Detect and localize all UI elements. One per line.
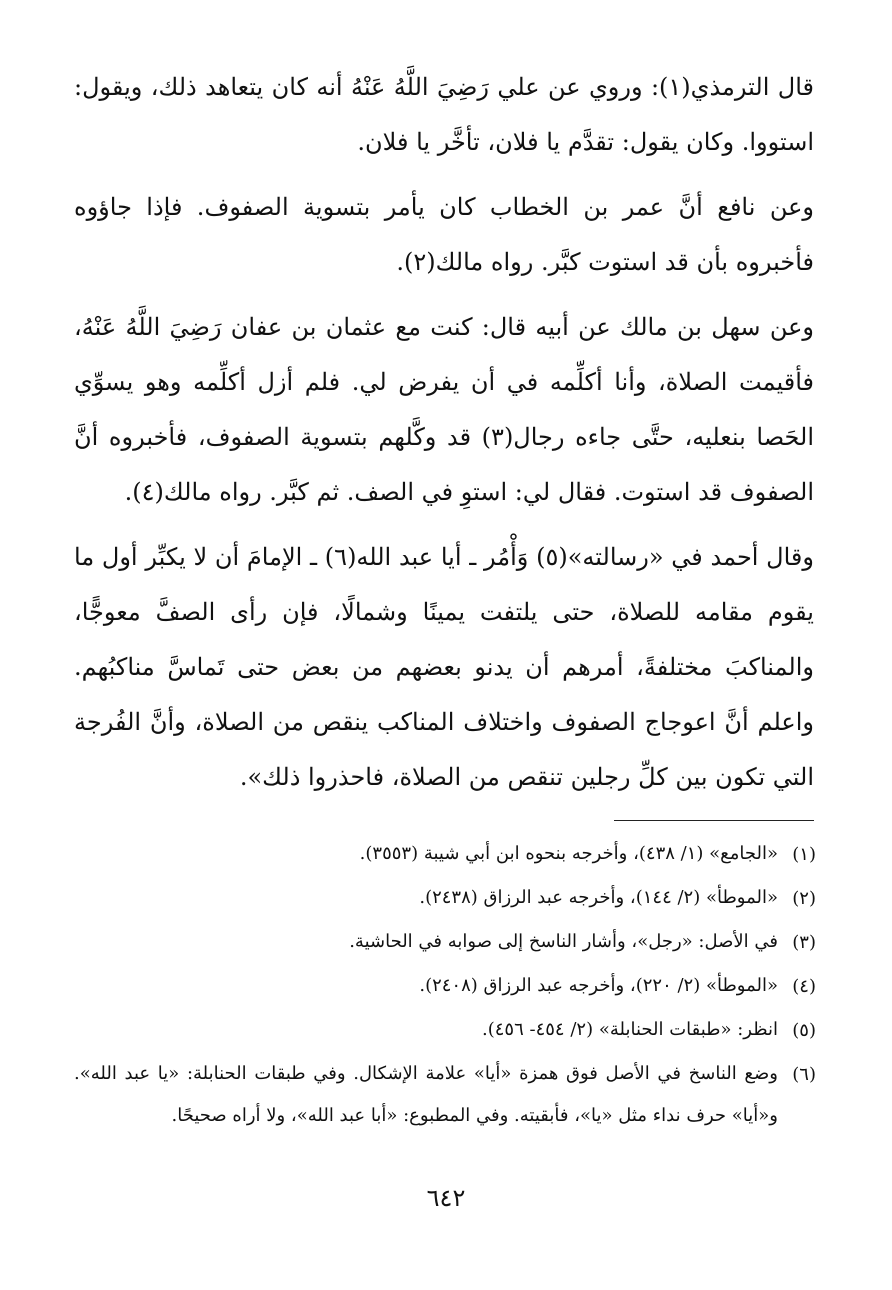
page-number: ٦٤٢ <box>426 1184 466 1212</box>
footnote-item <box>74 1009 816 1053</box>
paragraph-nafi: وعن نافع أنَّ عمر بن الخطاب كان يأمر بتسوية الصفوف. فإذا جاؤوه فأخبروه بأن قد استوت كبَّر. رواه مالك(٢). <box>74 193 814 276</box>
footnote-text: «الجامع» (١/ ٤٣٨)، وأخرجه بنحوه ابن أبي شيبة (٣٥٥٣). <box>359 843 778 864</box>
paragraph-sahl: وعن سهل بن مالك عن أبيه قال: كنت مع عثمان بن عفان رَضِيَ اللَّهُ عَنْهُ، فأقيمت الصلاة، وأنا أكلِّمه في أن يفرض لي. فلم أزل أكلِّمه وهو يسوِّي الحَصا بنعليه، حتَّى جاءه رجال(٣) قد وكَّلهم بتسوية الصفوف، فأخبروه أنَّ الصفوف قد استوت. فقال لي: استوِ في الصف. ثم كبَّر. رواه مالك(٤). <box>74 313 815 506</box>
paragraph-tirmidhi: قال الترمذي(١): وروي عن علي رَضِيَ اللَّهُ عَنْهُ أنه كان يتعاهد ذلك، ويقول: استووا. وكان يقول: تقدَّم يا فلان، تأخَّر يا فلان. <box>74 73 814 156</box>
paragraph-ahmad: وقال أحمد في «رسالته»(٥) وَأْمُر ـ أيا عبد الله(٦) ـ الإمامَ أن لا يكبِّر أول ما يقوم مقامه للصلاة، حتى يلتفت يمينًا وشمالًا، فإن رأى الصفَّ معوجًّا، والمناكبَ مختلفةً، أمرهم أن يدنو بعضهم من بعض حتى تَماسَّ مناكبُهم. واعلم أنَّ اعوجاج الصفوف واختلاف المناكب ينقص من الصلاة، وأنَّ الفُرجة التي تكون بين كلِّ رجلين تنقص من الصلاة، فاحذروا ذلك». <box>74 543 814 791</box>
footnote-item <box>74 877 816 921</box>
footnote-item <box>74 921 816 965</box>
footnote-text: «الموطأ» (٢/ ١٤٤)، وأخرجه عبد الرزاق (٢٤٣٨). <box>419 887 778 908</box>
footnote-item <box>74 1053 816 1137</box>
footnote-text: وضع الناسخ في الأصل فوق همزة «أيا» علامة الإشكال. وفي طبقات الحنابلة: «يا عبد الله». و«أيا» حرف نداء مثل «يا»، فأبقيته. وفي المطبوع: «أبا عبد الله»، ولا أراه صحيحًا. <box>74 1063 778 1126</box>
footnote-number: (٥) <box>792 1020 816 1041</box>
footnote-number: (٣) <box>792 932 816 953</box>
footnote-number: (٢) <box>792 888 816 909</box>
footnote-text: «الموطأ» (٢/ ٢٢٠)، وأخرجه عبد الرزاق (٢٤٠٨). <box>419 975 778 996</box>
footnote-number: (٦) <box>792 1064 816 1085</box>
footnote-item <box>74 965 816 1009</box>
footnote-item <box>74 833 816 877</box>
footnote-separator <box>614 820 814 821</box>
footnote-text: انظر: «طبقات الحنابلة» (٢/ ٤٥٤- ٤٥٦). <box>482 1019 778 1040</box>
footnote-text: في الأصل: «رجل»، وأشار الناسخ إلى صوابه في الحاشية. <box>349 931 778 952</box>
main-text <box>74 60 814 815</box>
footnote-number: (٤) <box>792 976 816 997</box>
footnote-number: (١) <box>792 844 816 865</box>
footnotes <box>74 833 816 1137</box>
